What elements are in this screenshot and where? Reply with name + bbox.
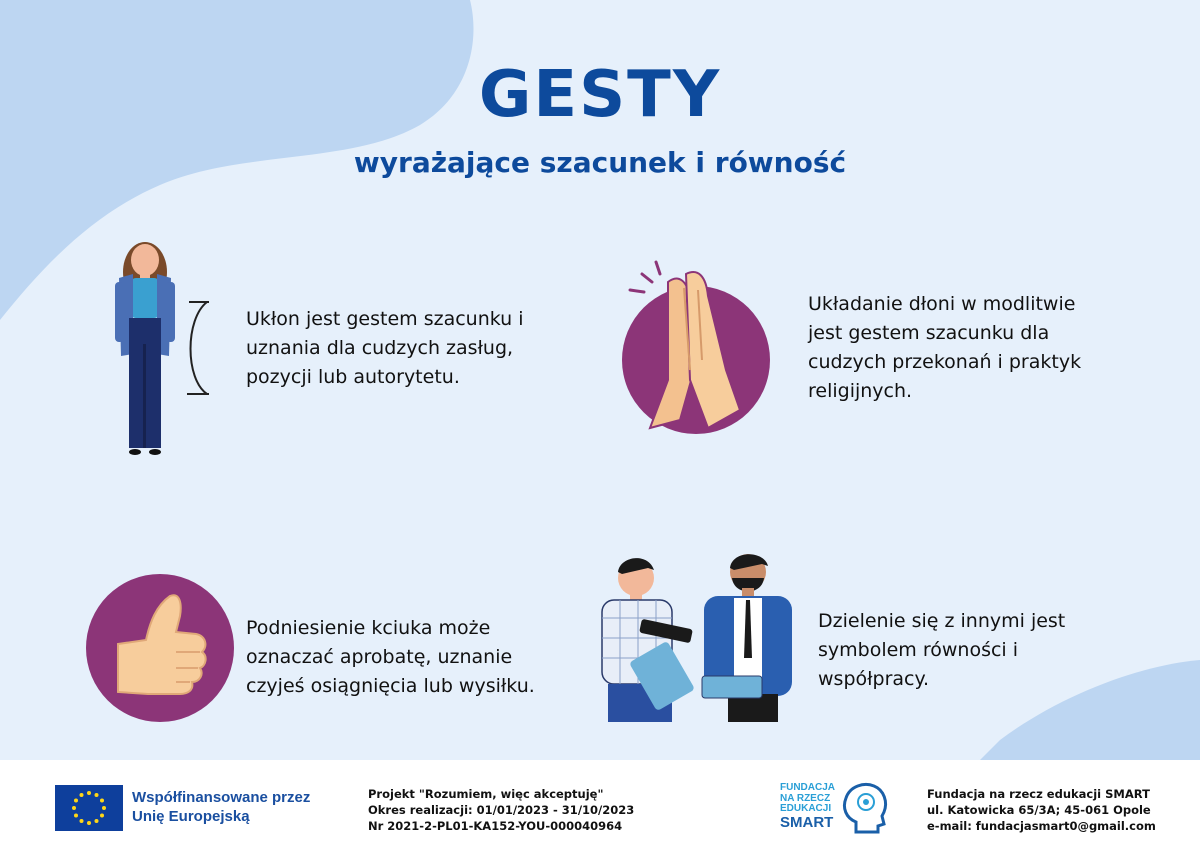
item-2-text: Układanie dłoni w modlitwie jest gestem szacunku dla cudzych przekonań i praktyk religijnych.	[808, 293, 1082, 402]
praying-hands-icon	[620, 260, 780, 440]
smart-logo-head-icon	[838, 780, 890, 834]
sharing-people-icon	[592, 548, 802, 724]
smart-logo-text: FUNDACJA NA RZECZ EDUKACJI SMART	[780, 782, 835, 831]
page-title: GESTY	[478, 58, 722, 132]
eu-flag-icon	[55, 785, 123, 831]
foundation-contact: Fundacja na rzecz edukacji SMART ul. Katowicka 65/3A; 45-061 Opole e-mail: fundacjasmart0@gmail.com	[927, 787, 1156, 833]
project-info: Projekt "Rozumiem, więc akceptuję" Okres realizacji: 01/01/2023 - 31/10/2023 Nr 2021-2-PL01-KA152-YOU-000040964	[368, 787, 635, 833]
bowing-woman-icon	[105, 234, 220, 464]
page-subtitle: wyrażające szacunek i równość	[353, 146, 847, 179]
item-4-text: Dzielenie się z innymi jest symbolem równości i współpracy.	[818, 610, 1066, 690]
item-1-text: Ukłon jest gestem szacunku i uznania dla cudzych zasług, pozycji lub autorytetu.	[246, 308, 524, 388]
eu-cofunding-label: Współfinansowane przez Unię Europejską	[132, 789, 311, 825]
item-3-text: Podniesienie kciuka może oznaczać aprobatę, uznanie czyjeś osiągnięcia lub wysiłku.	[246, 617, 535, 697]
thumbs-up-icon	[84, 572, 236, 724]
